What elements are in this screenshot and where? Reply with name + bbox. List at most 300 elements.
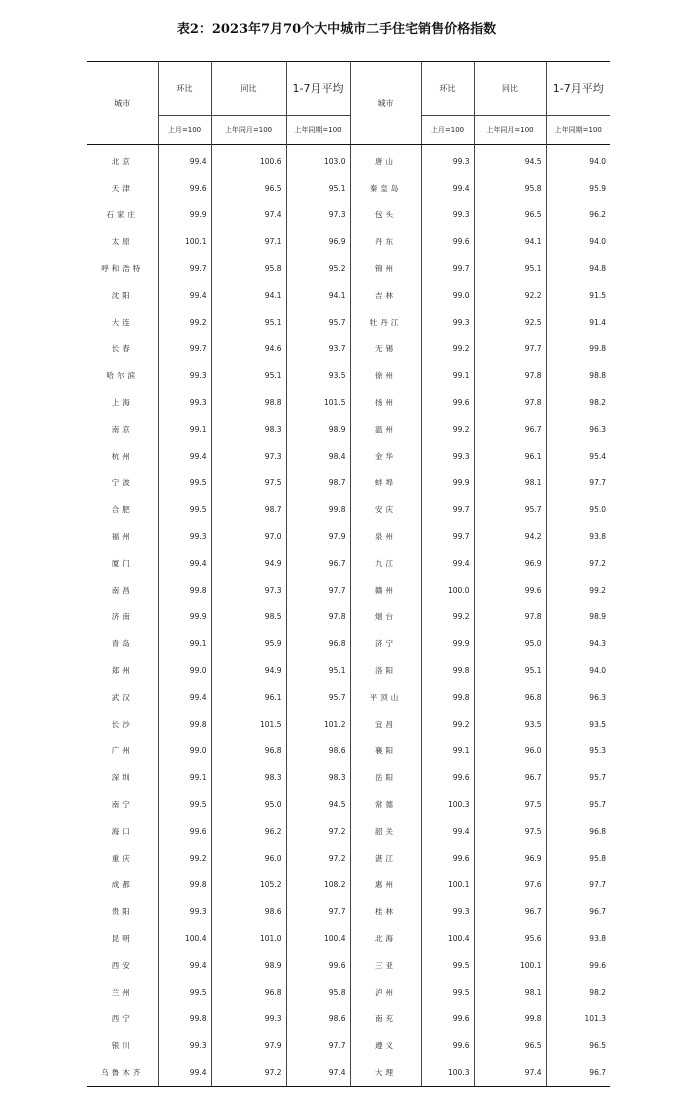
yoy-value-left: 100.6 <box>211 145 286 175</box>
mom-value-right: 99.7 <box>421 523 474 550</box>
yoy-value-left: 95.0 <box>211 791 286 818</box>
avg-value-right: 98.9 <box>546 604 610 631</box>
city-name-right: 遵义 <box>375 1041 396 1051</box>
city-name-left: 哈尔滨 <box>106 371 138 381</box>
avg-value-right: 95.9 <box>546 175 610 202</box>
city-name-right: 牡丹江 <box>369 317 402 327</box>
mom-value-left: 99.3 <box>158 362 211 389</box>
city-name-left: 贵阳 <box>111 907 133 917</box>
city-name-right: 九江 <box>375 558 396 568</box>
table-row <box>87 979 610 1006</box>
avg-value-right: 97.2 <box>546 550 610 577</box>
mom-value-right: 99.9 <box>421 630 474 657</box>
header-yoy-base-left: 上年同月=100 <box>211 116 286 145</box>
table-row <box>87 791 610 818</box>
yoy-value-left: 98.6 <box>211 898 286 925</box>
city-name-left: 深圳 <box>111 773 133 783</box>
avg-value-left: 96.9 <box>286 228 350 255</box>
yoy-value-left: 97.2 <box>211 1059 286 1086</box>
mom-value-right: 100.3 <box>421 1059 474 1086</box>
yoy-value-left: 97.3 <box>211 577 286 604</box>
yoy-value-right: 94.2 <box>474 523 546 550</box>
city-name-right: 洛阳 <box>375 666 396 676</box>
city-name-right: 三亚 <box>375 960 396 970</box>
city-name-right: 金华 <box>375 451 396 461</box>
city-name-left: 合肥 <box>111 505 133 515</box>
mom-value-left: 99.4 <box>158 684 211 711</box>
avg-value-left: 97.7 <box>286 1032 350 1059</box>
yoy-value-left: 95.1 <box>211 309 286 336</box>
avg-value-left: 96.7 <box>286 550 350 577</box>
avg-value-right: 95.7 <box>546 764 610 791</box>
city-name-right: 扬州 <box>375 398 396 408</box>
avg-value-right: 95.3 <box>546 738 610 765</box>
mom-value-right: 99.4 <box>421 818 474 845</box>
city-name-left: 太原 <box>111 237 133 247</box>
city-name-left: 西安 <box>111 960 133 970</box>
mom-value-right: 99.3 <box>421 443 474 470</box>
header-yoy-left: 同比 <box>211 62 286 116</box>
header-yoy-right: 同比 <box>474 62 546 116</box>
yoy-value-right: 97.5 <box>474 818 546 845</box>
yoy-value-right: 97.7 <box>474 336 546 363</box>
mom-value-right: 99.4 <box>421 550 474 577</box>
table-row <box>87 282 610 309</box>
yoy-value-left: 94.1 <box>211 282 286 309</box>
yoy-value-right: 100.1 <box>474 952 546 979</box>
yoy-value-left: 95.1 <box>211 362 286 389</box>
mom-value-left: 99.9 <box>158 202 211 229</box>
avg-value-right: 91.4 <box>546 309 610 336</box>
mom-value-right: 99.3 <box>421 898 474 925</box>
yoy-value-right: 96.5 <box>474 202 546 229</box>
yoy-value-left: 98.3 <box>211 764 286 791</box>
city-name-right: 桂林 <box>375 907 396 917</box>
table-row <box>87 952 610 979</box>
mom-value-right: 99.7 <box>421 496 474 523</box>
city-name-right: 丹东 <box>375 237 396 247</box>
header-mom-right: 环比 <box>421 62 474 116</box>
mom-value-left: 99.4 <box>158 550 211 577</box>
avg-value-left: 97.7 <box>286 577 350 604</box>
yoy-value-right: 95.6 <box>474 925 546 952</box>
mom-value-right: 99.2 <box>421 604 474 631</box>
avg-value-right: 94.0 <box>546 145 610 175</box>
mom-value-right: 99.6 <box>421 228 474 255</box>
table-row <box>87 336 610 363</box>
header-mom-base-left: 上月=100 <box>158 116 211 145</box>
yoy-value-right: 94.5 <box>474 145 546 175</box>
yoy-value-right: 95.1 <box>474 657 546 684</box>
avg-value-left: 95.1 <box>286 175 350 202</box>
table-row <box>87 577 610 604</box>
yoy-value-left: 97.9 <box>211 1032 286 1059</box>
table-row <box>87 523 610 550</box>
city-name-left: 南宁 <box>111 800 133 810</box>
avg-value-right: 98.2 <box>546 979 610 1006</box>
mom-value-left: 99.4 <box>158 282 211 309</box>
table-row <box>87 255 610 282</box>
table-body <box>87 145 610 1087</box>
avg-value-left: 97.8 <box>286 604 350 631</box>
mom-value-left: 99.4 <box>158 145 211 175</box>
header-avg-base-left: 上年同期=100 <box>286 116 350 145</box>
avg-value-right: 95.4 <box>546 443 610 470</box>
yoy-value-right: 97.8 <box>474 389 546 416</box>
avg-value-left: 99.8 <box>286 496 350 523</box>
avg-value-left: 101.5 <box>286 389 350 416</box>
avg-value-left: 98.4 <box>286 443 350 470</box>
mom-value-left: 99.5 <box>158 979 211 1006</box>
mom-value-right: 99.7 <box>421 255 474 282</box>
mom-value-left: 99.6 <box>158 818 211 845</box>
header-yoy-base-right: 上年同月=100 <box>474 116 546 145</box>
mom-value-left: 99.1 <box>158 416 211 443</box>
price-index-table <box>87 61 610 1087</box>
mom-value-left: 99.3 <box>158 898 211 925</box>
city-name-left: 郑州 <box>111 666 133 676</box>
mom-value-right: 100.1 <box>421 872 474 899</box>
mom-value-left: 99.3 <box>158 1032 211 1059</box>
mom-value-right: 99.3 <box>421 145 474 175</box>
city-name-left: 昆明 <box>111 934 133 943</box>
yoy-value-left: 98.3 <box>211 416 286 443</box>
city-name-right: 吉林 <box>375 290 396 300</box>
yoy-value-right: 98.1 <box>474 979 546 1006</box>
avg-value-right: 101.3 <box>546 1006 610 1033</box>
city-name-left: 北京 <box>111 156 133 166</box>
yoy-value-left: 94.9 <box>211 657 286 684</box>
table-row <box>87 443 610 470</box>
city-name-right: 韶关 <box>375 826 396 836</box>
city-name-left: 上海 <box>111 398 133 408</box>
mom-value-left: 99.4 <box>158 952 211 979</box>
yoy-value-left: 97.4 <box>211 202 286 229</box>
table-row <box>87 925 610 952</box>
city-name-left: 福州 <box>111 532 133 542</box>
yoy-value-right: 96.8 <box>474 684 546 711</box>
avg-value-right: 94.0 <box>546 228 610 255</box>
table-row <box>87 228 610 255</box>
yoy-value-right: 93.5 <box>474 711 546 738</box>
avg-value-left: 98.9 <box>286 416 350 443</box>
header-avg-base-right: 上年同期=100 <box>546 116 610 145</box>
yoy-value-right: 96.5 <box>474 1032 546 1059</box>
table-title: 表2：2023年7月70个大中城市二手住宅销售价格指数 <box>176 22 497 37</box>
avg-value-right: 94.8 <box>546 255 610 282</box>
avg-value-left: 96.8 <box>286 630 350 657</box>
mom-value-left: 99.9 <box>158 604 211 631</box>
avg-value-right: 93.5 <box>546 711 610 738</box>
mom-value-left: 99.5 <box>158 470 211 497</box>
table-row <box>87 764 610 791</box>
mom-value-right: 99.2 <box>421 336 474 363</box>
mom-value-right: 99.6 <box>421 1006 474 1033</box>
city-name-right: 温州 <box>375 424 396 434</box>
mom-value-left: 99.6 <box>158 175 211 202</box>
avg-value-left: 100.4 <box>286 925 350 952</box>
city-name-right: 大理 <box>350 1059 421 1086</box>
city-name-left: 呼和浩特 <box>101 264 144 274</box>
avg-value-right: 95.8 <box>546 845 610 872</box>
yoy-value-left: 95.9 <box>211 630 286 657</box>
avg-value-right: 96.3 <box>546 684 610 711</box>
mom-value-right: 99.0 <box>421 282 474 309</box>
city-name-left: 海口 <box>111 826 133 836</box>
mom-value-left: 99.7 <box>158 336 211 363</box>
table-row <box>87 845 610 872</box>
mom-value-right: 99.8 <box>421 657 474 684</box>
yoy-value-left: 97.0 <box>211 523 286 550</box>
mom-value-right: 99.8 <box>421 684 474 711</box>
yoy-value-left: 97.3 <box>211 443 286 470</box>
city-name-right: 襄阳 <box>375 746 396 756</box>
city-name-right: 平顶山 <box>369 692 402 702</box>
yoy-value-left: 97.5 <box>211 470 286 497</box>
city-name-left: 成都 <box>111 880 133 890</box>
mom-value-left: 99.5 <box>158 791 211 818</box>
yoy-value-right: 95.8 <box>474 175 546 202</box>
city-name-right: 济宁 <box>375 639 396 649</box>
yoy-value-right: 99.8 <box>474 1006 546 1033</box>
mom-value-left: 100.4 <box>158 925 211 952</box>
city-name-left: 南昌 <box>111 585 133 595</box>
avg-value-left: 95.1 <box>286 657 350 684</box>
city-name-right: 南充 <box>375 1014 396 1024</box>
city-name-left: 宁波 <box>111 478 133 488</box>
table-row <box>87 630 610 657</box>
yoy-value-right: 96.0 <box>474 738 546 765</box>
avg-value-right: 96.5 <box>546 1032 610 1059</box>
avg-value-right: 96.2 <box>546 202 610 229</box>
city-name-right: 赣州 <box>375 585 396 595</box>
mom-value-right: 99.3 <box>421 309 474 336</box>
mom-value-left: 100.1 <box>158 228 211 255</box>
mom-value-right: 99.6 <box>421 389 474 416</box>
mom-value-left: 99.3 <box>158 523 211 550</box>
avg-value-right: 99.2 <box>546 577 610 604</box>
header-mom-left: 环比 <box>158 62 211 116</box>
avg-value-right: 95.0 <box>546 496 610 523</box>
city-name-right: 蚌埠 <box>375 478 396 488</box>
mom-value-left: 99.2 <box>158 309 211 336</box>
yoy-value-left: 105.2 <box>211 872 286 899</box>
avg-value-right: 99.6 <box>546 952 610 979</box>
city-name-right: 常德 <box>375 800 396 810</box>
yoy-value-right: 94.1 <box>474 228 546 255</box>
avg-value-left: 98.7 <box>286 470 350 497</box>
avg-value-left: 103.0 <box>286 145 350 175</box>
table-row <box>87 145 610 175</box>
mom-value-left: 99.8 <box>158 1006 211 1033</box>
city-name-left: 青岛 <box>111 639 133 649</box>
yoy-value-left: 97.1 <box>211 228 286 255</box>
city-name-left: 南京 <box>111 424 133 434</box>
header-mom-base-right: 上月=100 <box>421 116 474 145</box>
yoy-value-right: 97.6 <box>474 872 546 899</box>
avg-value-right: 93.8 <box>546 925 610 952</box>
yoy-value-right: 96.7 <box>474 764 546 791</box>
city-name-right: 烟台 <box>375 612 396 622</box>
mom-value-right: 99.5 <box>421 979 474 1006</box>
city-name-left: 杭州 <box>111 451 133 461</box>
avg-value-left: 97.3 <box>286 202 350 229</box>
avg-value-right: 98.2 <box>546 389 610 416</box>
mom-value-right: 99.6 <box>421 1032 474 1059</box>
table-row <box>87 389 610 416</box>
city-name-left: 济南 <box>111 612 133 622</box>
city-name-right: 安庆 <box>375 505 396 515</box>
avg-value-left: 93.5 <box>286 362 350 389</box>
yoy-value-right: 96.9 <box>474 845 546 872</box>
mom-value-left: 99.3 <box>158 389 211 416</box>
header-avg-left: 1-7月平均 <box>286 62 350 116</box>
city-name-left: 广州 <box>111 746 133 756</box>
mom-value-right: 100.0 <box>421 577 474 604</box>
mom-value-left: 99.1 <box>158 764 211 791</box>
city-name-right: 包头 <box>375 210 396 220</box>
mom-value-left: 99.0 <box>158 738 211 765</box>
avg-value-right: 94.3 <box>546 630 610 657</box>
avg-value-left: 108.2 <box>286 872 350 899</box>
table-row <box>87 1006 610 1033</box>
avg-value-left: 94.5 <box>286 791 350 818</box>
avg-value-left: 94.1 <box>286 282 350 309</box>
city-name-left: 长沙 <box>111 719 133 729</box>
mom-value-right: 99.6 <box>421 764 474 791</box>
yoy-value-right: 96.1 <box>474 443 546 470</box>
city-name-left: 石家庄 <box>106 210 138 220</box>
city-name-left: 兰州 <box>111 987 133 997</box>
city-name-right: 秦皇岛 <box>369 183 402 193</box>
yoy-value-right: 98.1 <box>474 470 546 497</box>
avg-value-right: 96.7 <box>546 1059 610 1086</box>
mom-value-left: 99.4 <box>158 443 211 470</box>
table-header <box>87 62 610 145</box>
yoy-value-right: 92.2 <box>474 282 546 309</box>
city-name-right: 唐山 <box>375 156 396 166</box>
city-name-right: 锦州 <box>375 264 396 274</box>
avg-value-right: 98.8 <box>546 362 610 389</box>
mom-value-right: 100.4 <box>421 925 474 952</box>
avg-value-left: 97.2 <box>286 845 350 872</box>
table-row <box>87 309 610 336</box>
yoy-value-left: 96.8 <box>211 979 286 1006</box>
table-row <box>87 684 610 711</box>
city-name-right: 泉州 <box>375 532 396 542</box>
mom-value-right: 99.6 <box>421 845 474 872</box>
mom-value-left: 99.8 <box>158 872 211 899</box>
avg-value-left: 101.2 <box>286 711 350 738</box>
avg-value-right: 96.8 <box>546 818 610 845</box>
mom-value-right: 99.1 <box>421 362 474 389</box>
mom-value-left: 99.8 <box>158 577 211 604</box>
avg-value-right: 91.5 <box>546 282 610 309</box>
table-row <box>87 872 610 899</box>
mom-value-right: 99.3 <box>421 202 474 229</box>
yoy-value-right: 92.5 <box>474 309 546 336</box>
table-row <box>87 496 610 523</box>
mom-value-left: 99.4 <box>158 1059 211 1086</box>
avg-value-right: 95.7 <box>546 791 610 818</box>
avg-value-left: 98.6 <box>286 738 350 765</box>
city-name-left: 西宁 <box>111 1014 133 1024</box>
table-row <box>87 604 610 631</box>
avg-value-left: 98.6 <box>286 1006 350 1033</box>
yoy-value-left: 98.7 <box>211 496 286 523</box>
city-name-left: 银川 <box>111 1041 133 1051</box>
table-row <box>87 657 610 684</box>
table-row <box>87 202 610 229</box>
city-name-right: 湛江 <box>375 853 396 863</box>
header-city-right: 城市 <box>350 62 421 145</box>
avg-value-right: 96.7 <box>546 898 610 925</box>
avg-value-right: 97.7 <box>546 470 610 497</box>
yoy-value-left: 96.1 <box>211 684 286 711</box>
yoy-value-right: 97.8 <box>474 362 546 389</box>
header-avg-right: 1-7月平均 <box>546 62 610 116</box>
avg-value-right: 96.3 <box>546 416 610 443</box>
avg-value-right: 97.7 <box>546 872 610 899</box>
yoy-value-left: 98.8 <box>211 389 286 416</box>
yoy-value-left: 95.8 <box>211 255 286 282</box>
city-name-right: 北海 <box>375 934 396 943</box>
yoy-value-left: 94.6 <box>211 336 286 363</box>
table-row <box>87 175 610 202</box>
table-row <box>87 738 610 765</box>
city-name-left: 乌鲁木齐 <box>87 1059 158 1086</box>
avg-value-left: 95.2 <box>286 255 350 282</box>
mom-value-left: 99.2 <box>158 845 211 872</box>
avg-value-left: 95.7 <box>286 684 350 711</box>
mom-value-right: 99.2 <box>421 711 474 738</box>
avg-value-left: 99.6 <box>286 952 350 979</box>
yoy-value-right: 97.4 <box>474 1059 546 1086</box>
table-row <box>87 711 610 738</box>
table-row <box>87 1059 610 1086</box>
mom-value-right: 99.1 <box>421 738 474 765</box>
mom-value-left: 99.1 <box>158 630 211 657</box>
mom-value-right: 99.9 <box>421 470 474 497</box>
table-row <box>87 818 610 845</box>
yoy-value-right: 96.7 <box>474 416 546 443</box>
yoy-value-right: 95.0 <box>474 630 546 657</box>
city-name-right: 惠州 <box>375 880 396 890</box>
avg-value-left: 98.3 <box>286 764 350 791</box>
mom-value-right: 99.4 <box>421 175 474 202</box>
table-row <box>87 550 610 577</box>
city-name-left: 长春 <box>111 344 133 354</box>
table-row <box>87 362 610 389</box>
yoy-value-left: 98.5 <box>211 604 286 631</box>
avg-value-left: 97.4 <box>286 1059 350 1086</box>
city-name-left: 天津 <box>111 183 133 193</box>
yoy-value-right: 99.6 <box>474 577 546 604</box>
city-name-left: 大连 <box>111 317 133 327</box>
avg-value-left: 97.7 <box>286 898 350 925</box>
avg-value-left: 97.2 <box>286 818 350 845</box>
city-name-right: 岳阳 <box>375 773 396 783</box>
header-city-left: 城市 <box>87 62 158 145</box>
yoy-value-left: 99.3 <box>211 1006 286 1033</box>
mom-value-left: 99.5 <box>158 496 211 523</box>
yoy-value-left: 96.0 <box>211 845 286 872</box>
city-name-right: 泸州 <box>375 987 396 997</box>
city-name-left: 厦门 <box>111 558 133 568</box>
mom-value-right: 99.5 <box>421 952 474 979</box>
yoy-value-left: 94.9 <box>211 550 286 577</box>
yoy-value-left: 96.8 <box>211 738 286 765</box>
